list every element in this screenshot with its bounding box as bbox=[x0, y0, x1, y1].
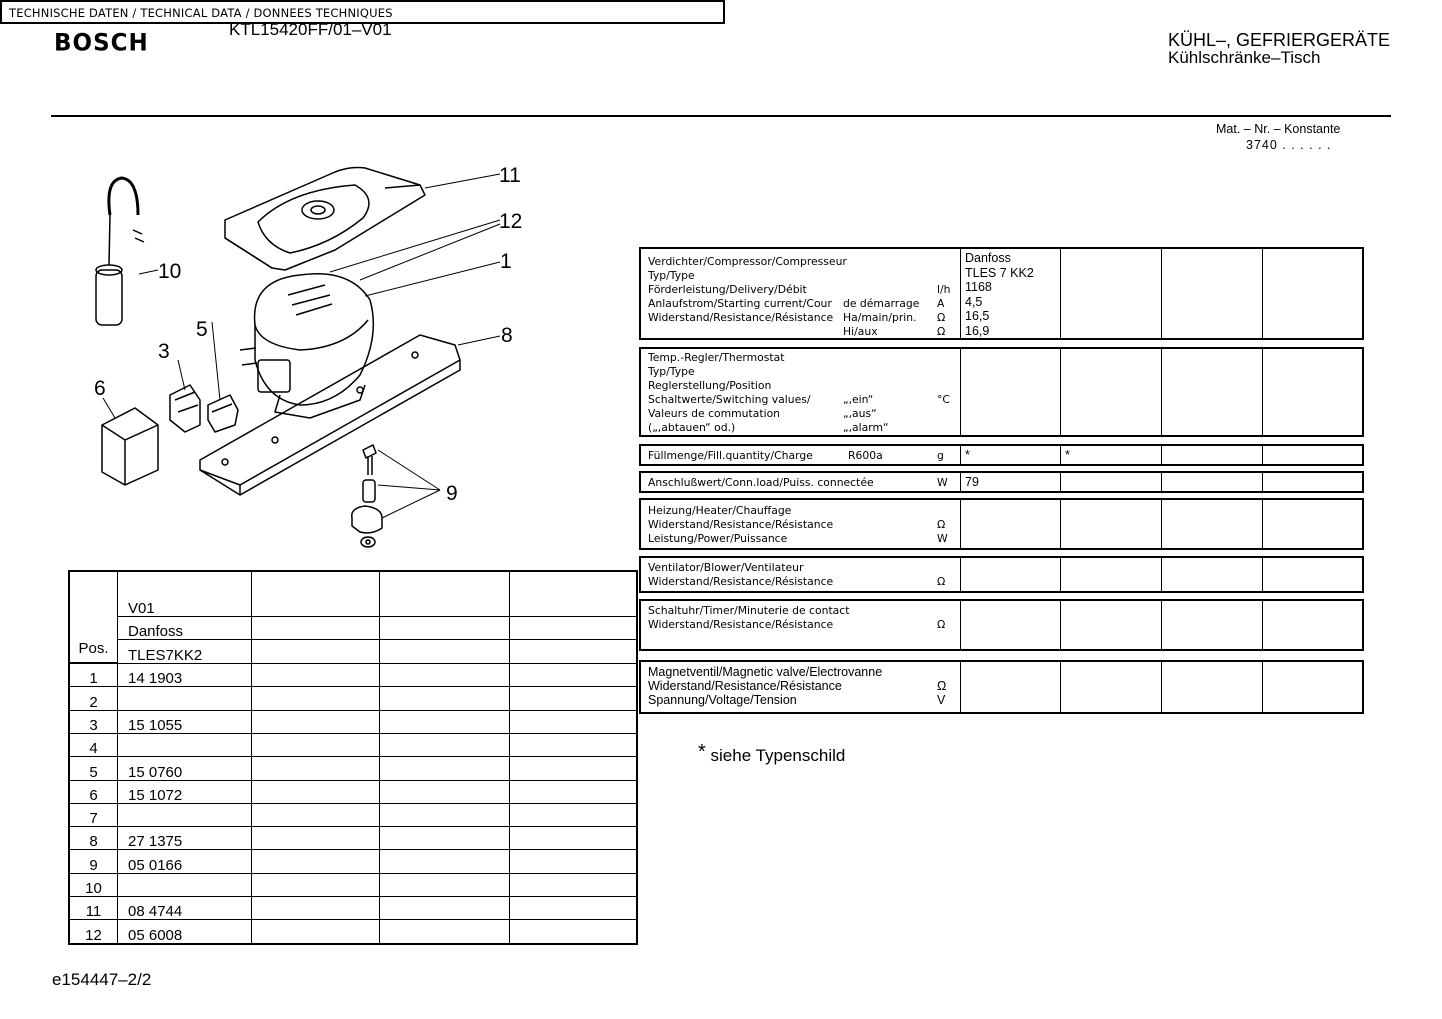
spec-text: Leistung/Power/Puissance bbox=[648, 532, 788, 545]
spec-line bbox=[648, 351, 960, 365]
spec-text: Widerstand/Resistance/Résistance bbox=[648, 679, 842, 693]
document-footer-id: e154447–2/2 bbox=[52, 970, 152, 989]
spec-value-column bbox=[1162, 662, 1263, 712]
spec-value-column bbox=[1061, 249, 1162, 338]
spec-text: Spannung/Voltage/Tension bbox=[648, 693, 797, 707]
table-row bbox=[69, 663, 637, 687]
heater-specs bbox=[639, 498, 1364, 550]
spec-value-column bbox=[1263, 446, 1362, 464]
part-position: 12 bbox=[69, 920, 118, 944]
parts-empty-cell bbox=[510, 920, 638, 944]
relay-part bbox=[170, 385, 200, 432]
parts-empty-cell bbox=[510, 663, 638, 687]
parts-empty-cell bbox=[252, 757, 380, 780]
part-number: 15 1055 bbox=[118, 710, 252, 733]
spec-qualifier: „,alarm“ bbox=[843, 421, 889, 434]
parts-table bbox=[68, 570, 638, 945]
base-plate-part bbox=[200, 335, 460, 495]
parts-empty-cell bbox=[380, 757, 510, 780]
parts-empty-cell bbox=[380, 710, 510, 733]
spec-value-column bbox=[1263, 662, 1362, 712]
spec-text: („,abtauen“ od.) bbox=[648, 421, 736, 434]
thermostat-specs-label bbox=[641, 349, 961, 435]
spec-value: 16,9 bbox=[965, 323, 990, 338]
parts-empty-cell bbox=[252, 710, 380, 733]
spec-line bbox=[648, 311, 960, 325]
table-row bbox=[69, 920, 637, 944]
material-number-label: Mat. – Nr. – Konstante bbox=[1216, 122, 1341, 136]
spec-unit: Ω bbox=[937, 575, 946, 588]
spec-text: Magnetventil/Magnetic valve/Electrovanne bbox=[648, 665, 883, 679]
callout-11: 11 bbox=[499, 164, 521, 187]
blower-specs-label bbox=[641, 558, 961, 591]
parts-empty-cell bbox=[510, 780, 638, 803]
part-position: 5 bbox=[69, 757, 118, 780]
thermostat-specs bbox=[639, 347, 1364, 437]
spec-value-column bbox=[961, 601, 1061, 649]
parts-empty-cell bbox=[380, 663, 510, 687]
callout-10: 10 bbox=[158, 260, 182, 283]
cover-part bbox=[102, 408, 158, 485]
callout-1: 1 bbox=[500, 250, 512, 273]
part-number: 05 0166 bbox=[118, 850, 252, 873]
spec-value-column bbox=[1162, 601, 1263, 649]
spec-value-column bbox=[1061, 558, 1162, 591]
spec-line bbox=[648, 407, 960, 421]
spec-value-column bbox=[1263, 473, 1362, 491]
spec-text: Temp.-Regler/Thermostat bbox=[648, 351, 785, 364]
part-position: 4 bbox=[69, 733, 118, 756]
spec-line bbox=[648, 575, 960, 589]
spec-unit: W bbox=[937, 476, 948, 489]
parts-empty-cell bbox=[252, 873, 380, 896]
spec-text: Reglerstellung/Position bbox=[648, 379, 772, 392]
spec-value: 4,5 bbox=[965, 294, 983, 309]
spec-value-column bbox=[1263, 349, 1362, 435]
parts-empty-cell bbox=[252, 850, 380, 873]
parts-empty-cell bbox=[510, 757, 638, 780]
parts-empty-cell bbox=[380, 873, 510, 896]
parts-empty-cell bbox=[380, 640, 510, 663]
parts-empty-cell bbox=[510, 850, 638, 873]
spec-text: Förderleistung/Delivery/Débit bbox=[648, 283, 807, 296]
parts-empty-cell bbox=[380, 733, 510, 756]
spec-text: Widerstand/Resistance/Résistance bbox=[648, 575, 834, 588]
spec-line bbox=[648, 325, 960, 339]
spec-unit: Ω bbox=[937, 311, 946, 324]
spec-text: Widerstand/Resistance/Résistance bbox=[648, 311, 834, 324]
spec-line bbox=[648, 297, 960, 311]
spec-line bbox=[648, 679, 960, 693]
spec-qualifier: „,aus“ bbox=[843, 407, 877, 420]
connected-load-specs-label bbox=[641, 473, 961, 491]
spec-value-column bbox=[1162, 558, 1263, 591]
part-number bbox=[118, 803, 252, 826]
spec-value: TLES 7 KK2 bbox=[965, 265, 1034, 280]
spec-line bbox=[648, 518, 960, 532]
spec-unit: Ω bbox=[937, 679, 947, 693]
technical-data-header: TECHNISCHE DATEN / TECHNICAL DATA / DONNEES TECHNIQUES bbox=[0, 0, 725, 24]
brand-logo: BOSCH bbox=[54, 29, 149, 57]
spec-value-column bbox=[1061, 446, 1162, 464]
parts-empty-cell bbox=[380, 920, 510, 944]
charge-specs-label bbox=[641, 446, 961, 464]
parts-empty-cell bbox=[510, 710, 638, 733]
parts-empty-cell bbox=[380, 803, 510, 826]
spec-line bbox=[648, 421, 960, 435]
spec-unit: g bbox=[937, 449, 944, 462]
callout-5: 5 bbox=[196, 318, 208, 341]
table-row bbox=[69, 757, 637, 780]
spec-line bbox=[648, 269, 960, 283]
spec-value-column bbox=[1061, 349, 1162, 435]
spec-value-column bbox=[961, 249, 1061, 338]
table-row bbox=[69, 687, 637, 710]
blower-specs bbox=[639, 556, 1364, 593]
exploded-parts-drawing bbox=[60, 150, 560, 560]
spec-unit: W bbox=[937, 532, 948, 545]
valve-specs bbox=[639, 660, 1364, 714]
parts-empty-cell bbox=[510, 733, 638, 756]
spec-unit: A bbox=[937, 297, 945, 310]
spec-text: Ventilator/Blower/Ventilateur bbox=[648, 561, 804, 574]
parts-empty-cell bbox=[510, 571, 638, 617]
spec-value-column bbox=[961, 473, 1061, 491]
spec-value: 79 bbox=[965, 475, 979, 489]
parts-header-value: TLES7KK2 bbox=[118, 640, 252, 663]
spec-line bbox=[648, 283, 960, 297]
part-number bbox=[118, 873, 252, 896]
parts-empty-cell bbox=[380, 780, 510, 803]
part-number bbox=[118, 733, 252, 756]
spec-text: Widerstand/Resistance/Résistance bbox=[648, 518, 834, 531]
spec-text: Heizung/Heater/Chauffage bbox=[648, 504, 792, 517]
parts-empty-cell bbox=[252, 617, 380, 640]
spec-value-column bbox=[961, 349, 1061, 435]
spec-value-column bbox=[1263, 558, 1362, 591]
spec-unit: °C bbox=[937, 393, 950, 406]
mounting-hardware-part bbox=[352, 445, 382, 547]
capacitor-part bbox=[96, 178, 144, 325]
spec-value-column bbox=[1263, 601, 1362, 649]
spec-value-column bbox=[961, 558, 1061, 591]
spec-unit: V bbox=[937, 693, 946, 707]
part-number: 14 1903 bbox=[118, 663, 252, 687]
spec-line bbox=[648, 255, 960, 269]
parts-header-row bbox=[69, 571, 637, 617]
spec-qualifier: R600a bbox=[848, 449, 883, 462]
table-row bbox=[69, 710, 637, 733]
spec-text: Typ/Type bbox=[648, 365, 695, 378]
parts-header-row bbox=[69, 640, 637, 663]
part-number: 05 6008 bbox=[118, 920, 252, 944]
table-row bbox=[69, 803, 637, 826]
parts-empty-cell bbox=[252, 663, 380, 687]
spec-value-column bbox=[1162, 473, 1263, 491]
part-position: 3 bbox=[69, 710, 118, 733]
part-position: 6 bbox=[69, 780, 118, 803]
table-row bbox=[69, 827, 637, 850]
callout-9: 9 bbox=[446, 482, 458, 505]
parts-header-value: V01 bbox=[118, 571, 252, 617]
valve-specs-label bbox=[641, 662, 961, 712]
connected-load-specs bbox=[639, 471, 1364, 493]
parts-empty-cell bbox=[510, 897, 638, 920]
spec-value-column bbox=[1263, 249, 1362, 338]
part-position: 2 bbox=[69, 687, 118, 710]
overload-protector-part bbox=[208, 395, 238, 432]
spec-value-column bbox=[1162, 249, 1263, 338]
spec-line bbox=[648, 365, 960, 379]
parts-empty-cell bbox=[252, 897, 380, 920]
header-rule bbox=[51, 115, 1391, 117]
type-plate-note bbox=[698, 741, 846, 767]
parts-empty-cell bbox=[510, 827, 638, 850]
note-text: siehe Typenschild bbox=[705, 746, 846, 765]
compressor-part bbox=[240, 274, 373, 418]
callout-3: 3 bbox=[158, 340, 170, 363]
spec-value-column bbox=[961, 446, 1061, 464]
part-number: 15 0760 bbox=[118, 757, 252, 780]
parts-empty-cell bbox=[252, 571, 380, 617]
part-number: 27 1375 bbox=[118, 827, 252, 850]
part-number: 15 1072 bbox=[118, 780, 252, 803]
spec-line bbox=[648, 393, 960, 407]
spec-qualifier: „,ein“ bbox=[843, 393, 874, 406]
part-position: 7 bbox=[69, 803, 118, 826]
spec-value: 16,5 bbox=[965, 309, 990, 323]
spec-value: Danfoss bbox=[965, 251, 1011, 265]
parts-empty-cell bbox=[510, 803, 638, 826]
parts-empty-cell bbox=[252, 827, 380, 850]
parts-empty-cell bbox=[252, 687, 380, 710]
spec-unit: Ω bbox=[937, 618, 946, 631]
compressor-specs-label bbox=[641, 249, 961, 338]
part-position: 8 bbox=[69, 827, 118, 850]
spec-text: Anlaufstrom/Starting current/Cour bbox=[648, 297, 832, 310]
parts-empty-cell bbox=[380, 827, 510, 850]
timer-specs bbox=[639, 599, 1364, 651]
spec-text: Typ/Type bbox=[648, 269, 695, 282]
parts-empty-cell bbox=[252, 733, 380, 756]
part-position: 9 bbox=[69, 850, 118, 873]
parts-empty-cell bbox=[380, 571, 510, 617]
spec-qualifier: de démarrage bbox=[843, 297, 920, 310]
spec-text: Füllmenge/Fill.quantity/Charge bbox=[648, 449, 813, 462]
spec-line bbox=[648, 604, 960, 618]
callout-8: 8 bbox=[501, 324, 513, 347]
spec-line bbox=[648, 561, 960, 575]
part-position: 1 bbox=[69, 663, 118, 687]
model-number: KTL15420FF/01–V01 bbox=[229, 20, 392, 39]
parts-empty-cell bbox=[252, 640, 380, 663]
spec-value-column bbox=[1162, 349, 1263, 435]
spec-line bbox=[648, 665, 960, 679]
table-row bbox=[69, 873, 637, 896]
part-position: 10 bbox=[69, 873, 118, 896]
timer-specs-label bbox=[641, 601, 961, 649]
spec-value: * bbox=[1065, 448, 1070, 462]
parts-empty-cell bbox=[510, 640, 638, 663]
note-asterisk: * bbox=[698, 741, 706, 763]
parts-empty-cell bbox=[380, 897, 510, 920]
compressor-specs bbox=[639, 247, 1364, 340]
spec-unit: Ω bbox=[937, 325, 946, 338]
spec-value-column bbox=[1162, 500, 1263, 548]
parts-empty-cell bbox=[510, 873, 638, 896]
part-number: 08 4744 bbox=[118, 897, 252, 920]
parts-empty-cell bbox=[380, 617, 510, 640]
table-row bbox=[69, 733, 637, 756]
spec-value-column bbox=[961, 500, 1061, 548]
spec-line bbox=[648, 693, 960, 707]
spec-value-column bbox=[1162, 446, 1263, 464]
spec-value-column bbox=[961, 662, 1061, 712]
parts-empty-cell bbox=[510, 687, 638, 710]
spec-value-column bbox=[1061, 500, 1162, 548]
spec-line bbox=[648, 532, 960, 546]
spec-text: Widerstand/Resistance/Résistance bbox=[648, 618, 834, 631]
parts-empty-cell bbox=[252, 920, 380, 944]
spec-value-column bbox=[1061, 662, 1162, 712]
spec-qualifier: Ha/main/prin. bbox=[843, 311, 917, 324]
part-number bbox=[118, 687, 252, 710]
spec-line bbox=[648, 379, 960, 393]
parts-empty-cell bbox=[510, 617, 638, 640]
spec-text: Valeurs de commutation bbox=[648, 407, 781, 420]
spec-line bbox=[648, 618, 960, 632]
callout-12: 12 bbox=[499, 210, 523, 233]
parts-empty-cell bbox=[252, 803, 380, 826]
parts-header-row bbox=[69, 617, 637, 640]
parts-empty-cell bbox=[252, 780, 380, 803]
spec-text: Verdichter/Compressor/Compresseur bbox=[648, 255, 847, 268]
table-row bbox=[69, 850, 637, 873]
drip-tray-part bbox=[225, 168, 425, 271]
spec-value-column bbox=[1061, 601, 1162, 649]
spec-text: Schaltwerte/Switching values/ bbox=[648, 393, 811, 406]
spec-value-column bbox=[1263, 500, 1362, 548]
parts-empty-cell bbox=[380, 850, 510, 873]
spec-line bbox=[648, 504, 960, 518]
material-number-value: 3740 . . . . . . bbox=[1246, 138, 1332, 152]
part-position: 11 bbox=[69, 897, 118, 920]
spec-value: 1168 bbox=[965, 280, 992, 294]
spec-value-column bbox=[1061, 473, 1162, 491]
spec-text: Anschlußwert/Conn.load/Puiss. connectée bbox=[648, 476, 874, 489]
spec-unit: Ω bbox=[937, 518, 946, 531]
pos-header: Pos. bbox=[69, 571, 118, 663]
table-row bbox=[69, 897, 637, 920]
spec-unit: l/h bbox=[937, 283, 951, 296]
category-subtitle: Kühlschränke–Tisch bbox=[1168, 48, 1321, 67]
heater-specs-label bbox=[641, 500, 961, 548]
parts-header-value: Danfoss bbox=[118, 617, 252, 640]
spec-line bbox=[648, 476, 960, 490]
spec-qualifier: Hi/aux bbox=[843, 325, 878, 338]
spec-text: Schaltuhr/Timer/Minuterie de contact bbox=[648, 604, 850, 617]
table-row bbox=[69, 780, 637, 803]
spec-line bbox=[648, 449, 960, 463]
charge-specs bbox=[639, 444, 1364, 466]
spec-value: * bbox=[965, 448, 970, 462]
parts-empty-cell bbox=[380, 687, 510, 710]
callout-6: 6 bbox=[94, 377, 106, 400]
category-title: KÜHL–, GEFRIERGERÄTE bbox=[1168, 30, 1391, 50]
